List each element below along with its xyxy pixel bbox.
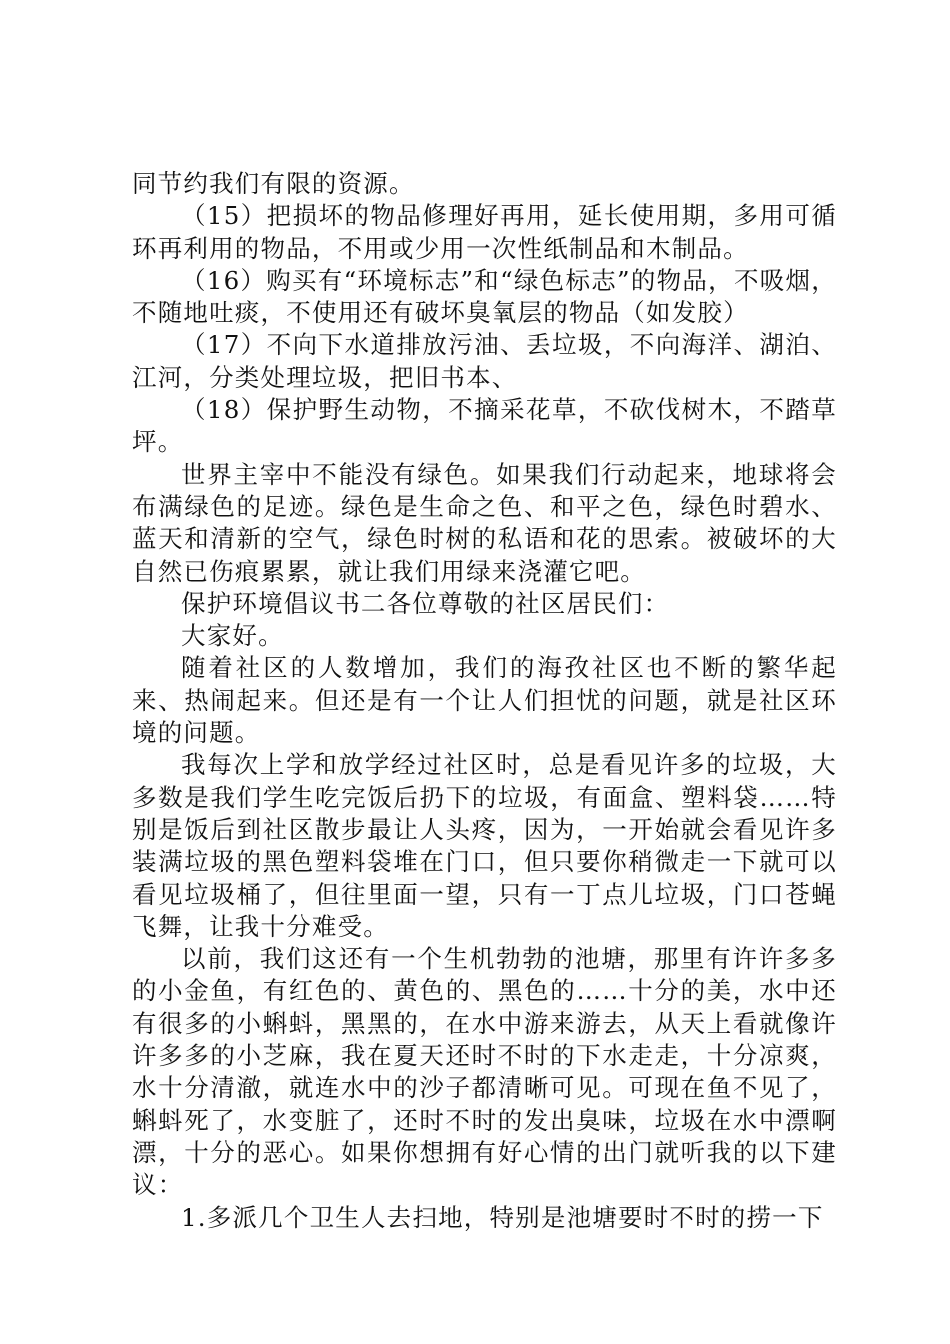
document-body: [132, 168, 837, 1234]
paragraph: 以前，我们这还有一个生机勃勃的池塘，那里有许许多多的小金鱼，有红色的、黄色的、黑色的……十分的美，水中还有很多的小蝌蚪，黑黑的，在水中游来游去，从天上看就像许许多多的小芝麻，我在夏天还时不时的下水走走，十分凉爽，水十分清澈，就连水中的沙子都清晰可见。可现在鱼不见了，蝌蚪死了，水变脏了，还时不时的发出臭味，垃圾在水中漂啊漂，十分的恶心。如果你想拥有好心情的出门就听我的以下建议：: [132, 944, 837, 1200]
paragraph: （15）把损坏的物品修理好再用，延长使用期，多用可循环再利用的物品，不用或少用一次性纸制品和木制品。: [132, 201, 837, 263]
paragraph: 随着社区的人数增加，我们的海孜社区也不断的繁华起来、热闹起来。但还是有一个让人们担忧的问题，就是社区环境的问题。: [132, 653, 837, 748]
paragraph: 同节约我们有限的资源。: [132, 169, 415, 198]
paragraph: 保护环境倡议书二各位尊敬的社区居民们：: [181, 588, 670, 618]
paragraph: （18）保护野生动物，不摘采花草，不砍伐树木，不踏草坪。: [132, 395, 837, 457]
paragraph: （17）不向下水道排放污油、丢垃圾，不向海洋、湖泊、江河，分类处理垃圾，把旧书本、: [132, 330, 837, 392]
paragraph: 世界主宰中不能没有绿色。如果我们行动起来，地球将会布满绿色的足迹。绿色是生命之色、和平之色，绿色时碧水、蓝天和清新的空气，绿色时树的私语和花的思索。被破坏的大自然已伤痕累累，就让我们用绿来浇灌它吧。: [132, 459, 837, 586]
paragraph: （16）购买有“环境标志”和“绿色标志”的物品，不吸烟，不随地吐痰，不使用还有破坏臭氧层的物品（如发胶）: [132, 265, 837, 328]
paragraph: 大家好。: [181, 621, 284, 651]
paragraph: 我每次上学和放学经过社区时，总是看见许多的垃圾，大多数是我们学生吃完饭后扔下的垃圾，有面盒、塑料袋……特别是饭后到社区散步最让人头疼，因为，一开始就会看见许多装满垃圾的黑色塑料袋堆在门口，但只要你稍微走一下就可以看见垃圾桶了，但往里面一望，只有一丁点儿垃圾，门口苍蝇飞舞，让我十分难受。: [132, 750, 837, 941]
paragraph: 1.多派几个卫生人去扫地，特别是池塘要时不时的捞一下: [181, 1202, 824, 1232]
